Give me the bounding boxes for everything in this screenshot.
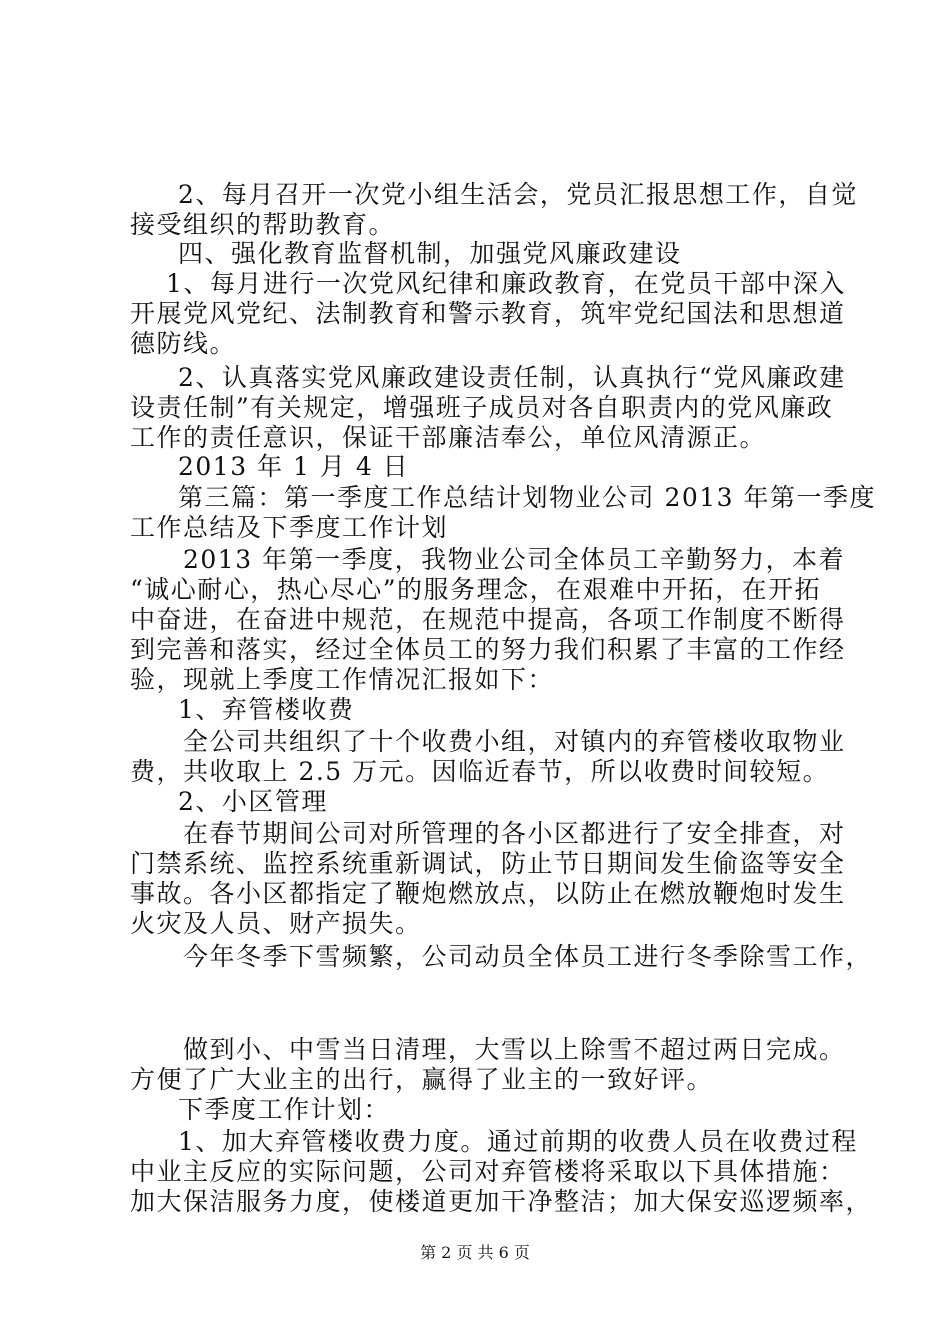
- body-line: 加大保洁服务力度，使楼道更加干净整洁；加大保安巡逻频率，: [130, 1187, 873, 1216]
- chapter-title: 第三篇：第一季度工作总结计划物业公司 2013 年第一季度: [178, 483, 877, 512]
- body-line: 今年冬季下雪频繁，公司动员全体员工进行冬季除雪工作，: [183, 942, 873, 971]
- body-line: 工作的责任意识，保证干部廉洁奉公，单位风清源正。: [130, 423, 767, 452]
- body-line: 2、认真落实党风廉政建设责任制，认真执行“党风廉政建: [178, 363, 846, 392]
- body-line: 中业主反应的实际问题，公司对弃管楼将采取以下具体措施：: [130, 1157, 846, 1186]
- subheading: 下季度工作计划：: [178, 1095, 391, 1124]
- chapter-title: 工作总结及下季度工作计划: [130, 513, 449, 542]
- body-line: 火灾及人员、财产损失。: [130, 909, 422, 938]
- body-line: 全公司共组织了十个收费小组，对镇内的弃管楼收取物业: [183, 727, 846, 756]
- body-line: 2、每月召开一次党小组生活会，党员汇报思想工作，自觉: [178, 180, 858, 209]
- body-line: 接受组织的帮助教育。: [130, 210, 396, 239]
- body-line: 中奋进，在奋进中规范，在规范中提高，各项工作制度不断得: [130, 605, 846, 634]
- body-line: 2013 年第一季度，我物业公司全体员工辛勤努力，本着: [183, 545, 846, 574]
- subheading: 1、弃管楼收费: [178, 695, 355, 724]
- date-line: 2013 年 1 月 4 日: [178, 452, 410, 481]
- subheading: 2、小区管理: [178, 787, 328, 816]
- body-line: 德防线。: [130, 329, 237, 358]
- body-line: “诚心耐心，热心尽心”的服务理念，在艰难中开拓，在开拓: [130, 575, 822, 604]
- body-line: 费，共收取上 2.5 万元。因临近春节，所以收费时间较短。: [130, 757, 830, 786]
- page-footer: 第 2 页 共 6 页: [420, 1243, 530, 1262]
- body-line: 1、加大弃管楼收费力度。通过前期的收费人员在收费过程: [178, 1127, 858, 1156]
- body-line: 设责任制”有关规定，增强班子成员对各自职责内的党风廉政: [130, 393, 834, 422]
- body-line: 1、每月进行一次党风纪律和廉政教育，在党员干部中深入: [166, 269, 846, 298]
- body-line: 在春节期间公司对所管理的各小区都进行了安全排查，对: [183, 819, 846, 848]
- body-line: 开展党风党纪、法制教育和警示教育，筑牢党纪国法和思想道: [130, 299, 846, 328]
- body-line: 门禁系统、监控系统重新调试，防止节日期间发生偷盗等安全: [130, 849, 846, 878]
- body-line: 验，现就上季度工作情况汇报如下：: [130, 665, 555, 694]
- body-line: 事故。各小区都指定了鞭炮燃放点，以防止在燃放鞭炮时发生: [130, 879, 846, 908]
- body-line: 方便了广大业主的出行，赢得了业主的一致好评。: [130, 1065, 714, 1094]
- body-line: 做到小、中雪当日清理，大雪以上除雪不超过两日完成。: [183, 1035, 846, 1064]
- section-heading: 四、强化教育监督机制，加强党风廉政建设: [178, 239, 682, 268]
- body-line: 到完善和落实，经过全体员工的努力我们积累了丰富的工作经: [130, 635, 846, 664]
